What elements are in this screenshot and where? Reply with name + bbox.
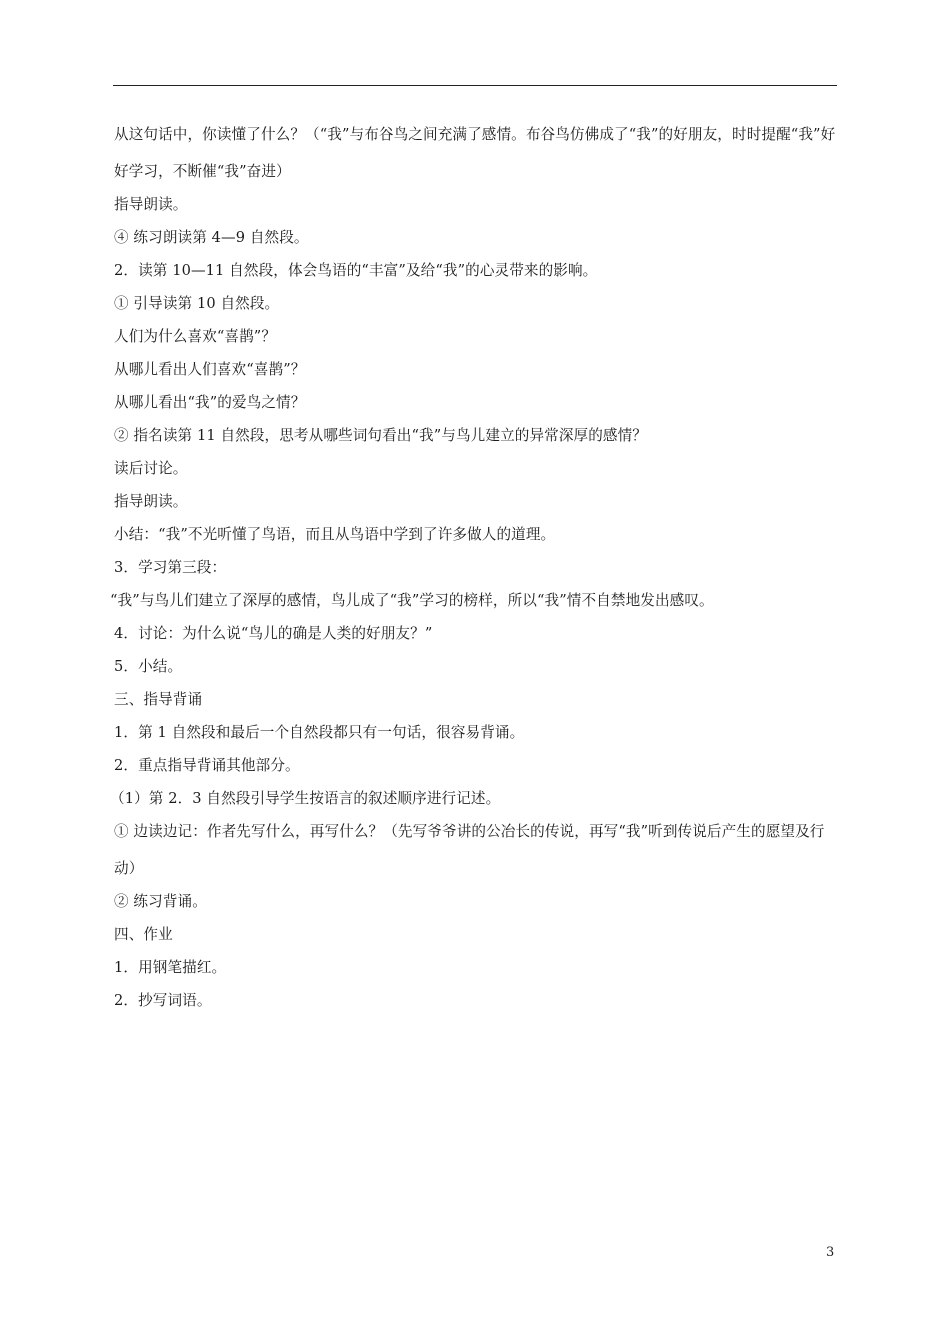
paragraph: ① 边读边记：作者先写什么，再写什么？（先写爷爷讲的公冶长的传说，再写“我”听到传说后产生的愿望及行动） (114, 823, 825, 877)
document-body (110, 118, 844, 1017)
paragraph: 5．小结。 (114, 658, 183, 675)
paragraph: ② 指名读第 11 自然段，思考从哪些词句看出“我”与鸟儿建立的异常深厚的感情？ (114, 427, 648, 444)
paragraph: 3．学习第三段： (114, 559, 227, 576)
paragraph: 指导朗读。 (114, 196, 188, 213)
paragraph: 2．抄写词语。 (114, 992, 212, 1009)
paragraph: 小结：“我”不光听懂了鸟语，而且从鸟语中学到了许多做人的道理。 (114, 526, 556, 543)
section-heading: 三、指导背诵 (114, 691, 203, 708)
paragraph: （1）第 2．3 自然段引导学生按语言的叙述顺序进行记述。 (110, 790, 501, 807)
paragraph: 2．重点指导背诵其他部分。 (114, 757, 300, 774)
paragraph: ② 练习背诵。 (114, 893, 207, 910)
paragraph: 2．读第 10—11 自然段，体会鸟语的“丰富”及给“我”的心灵带来的影响。 (114, 262, 598, 279)
paragraph: “我”与鸟儿们建立了深厚的感情，鸟儿成了“我”学习的榜样，所以“我”情不自禁地发出感叹。 (110, 592, 714, 609)
paragraph: 人们为什么喜欢“喜鹊”？ (114, 328, 277, 345)
paragraph: 指导朗读。 (114, 493, 188, 510)
paragraph: 1．用钢笔描红。 (114, 959, 227, 976)
section-heading: 四、作业 (114, 926, 173, 943)
paragraph: ① 引导读第 10 自然段。 (114, 295, 280, 312)
paragraph: 1．第 1 自然段和最后一个自然段都只有一句话，很容易背诵。 (114, 724, 525, 741)
paragraph: 从哪儿看出人们喜欢“喜鹊”？ (114, 361, 306, 378)
paragraph: ④ 练习朗读第 4—9 自然段。 (114, 229, 309, 246)
paragraph: 从哪儿看出“我”的爱鸟之情？ (114, 394, 306, 411)
paragraph: 从这句话中，你读懂了什么？（“我”与布谷鸟之间充满了感情。布谷鸟仿佛成了“我”的好朋友，时时提醒“我”好好学习，不断催“我”奋进） (114, 126, 836, 180)
page-number: 3 (826, 1245, 835, 1260)
paragraph: 4．讨论：为什么说“鸟儿的确是人类的好朋友？” (114, 625, 433, 642)
header-rule (113, 85, 837, 86)
paragraph: 读后讨论。 (114, 460, 188, 477)
